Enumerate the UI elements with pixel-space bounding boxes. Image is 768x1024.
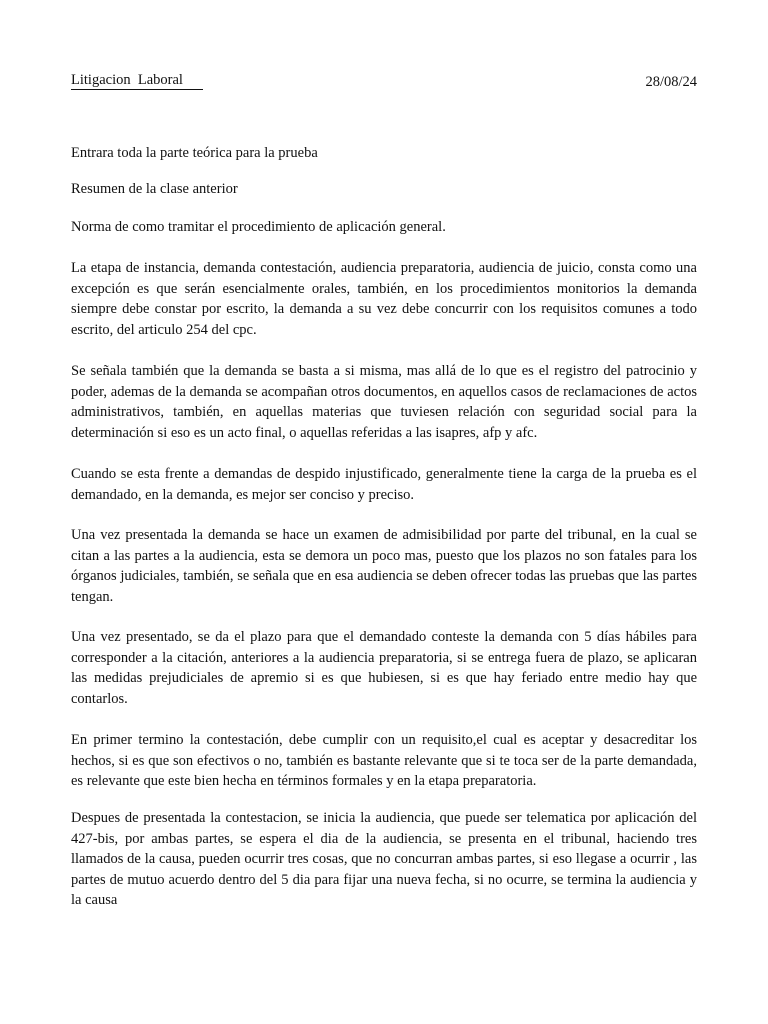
paragraph-5: Una vez presentado, se da el plazo para que el demandado conteste la demanda con 5 días hábiles para corresponder a la citación, anteriores a la audiencia preparatoria, si se entrega fuera de plazo, se aplicaran las medidas prejudiciales de apremio si es que hubiesen, si es que hay feriado entre medio hay que contarlos. (71, 629, 697, 707)
paragraph-2: Se señala también que la demanda se basta a si misma, mas allá de lo que es el registro del patrocinio y poder, ademas de la demanda se acompañan otros documentos, en aquellos casos de reclamaciones de actos administrativos, también, en aquellas materias que tuviesen relación con seguridad social para la determinación si eso es un acto final, o aquellas referidas a las isapres, afp y afc. (71, 363, 697, 441)
paragraph-3: Cuando se esta frente a demandas de despido injustificado, generalmente tiene la carga de la prueba es el demandado, en la demanda, es mejor ser conciso y preciso. (71, 466, 697, 503)
paragraph-7: Despues de presentada la contestacion, se inicia la audiencia, que puede ser telematica por aplicación del 427-bis, por ambas partes, se espera el dia de la audiencia, se presenta en el tribunal, haciendo tres llamados de la causa, pueden ocurrir tres cosas, que no concurran ambas partes, si eso llegase a ocurrir , las partes de mutuo acuerdo dentro del 5 dia para fijar una nueva fecha, si no ocurre, se termina la audiencia y la causa (71, 810, 697, 908)
intro-line-1: Entrara toda la parte teórica para la prueba (71, 145, 318, 161)
intro-line-3: Norma de como tramitar el procedimiento de aplicación general. (71, 219, 446, 235)
document-header (71, 72, 697, 92)
document-page (71, 0, 697, 1024)
paragraph-6: En primer termino la contestación, debe cumplir con un requisito,el cual es aceptar y desacreditar los hechos, si es que son efectivos o no, también es bastante relevante que si te toca ser de la parte demandada, es relevante que este bien hecha en términos formales y en la etapa preparatoria. (71, 732, 697, 789)
paragraph-1: La etapa de instancia, demanda contestación, audiencia preparatoria, audiencia de juicio, consta como una excepción es que serán esencialmente orales, también, en los procedimientos monitorios la demanda siempre debe constar por escrito, la demanda a su vez debe concurrir con los requisitos comunes a todo escrito, del articulo 254 del cpc. (71, 260, 697, 338)
document-title: Litigacion Laboral (71, 72, 203, 90)
document-date: 28/08/24 (645, 74, 697, 90)
intro-line-2: Resumen de la clase anterior (71, 181, 238, 197)
paragraph-4: Una vez presentada la demanda se hace un examen de admisibilidad por parte del tribunal, en la cual se citan a las partes a la audiencia, esta se demora un poco mas, puesto que los plazos no son fatales para los órganos judiciales, también, se señala que en esa audiencia se deben ofrecer todas las pruebas que las partes tengan. (71, 527, 697, 605)
